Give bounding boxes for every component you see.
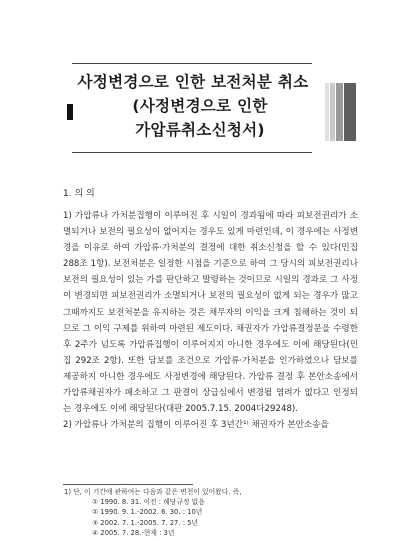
footnote-head: 1) 단, 이 기간에 관하여는 다음과 같은 변천이 있어왔다. 즉,	[64, 488, 242, 496]
footnote-item: ① 1990. 8. 31. 이전 : 해당규정 없음	[92, 498, 205, 507]
footnote-divider	[63, 484, 193, 485]
footnote-item: ④ 2005. 7. 28.-현재 : 3년	[92, 528, 175, 537]
paragraph-1: 1) 가압류나 가처분집행이 이루어진 후 시일이 경과됨에 따라 피보전권리가 소멸되거나 보전의 필요성이 없어지는 경우도 있게 마련인데, 이 경우에는 사정변경을 이유로 하여 가압류·가처분의 결정에 대한 취소신청을 할 수 있다(민집 288조 1항). 보전처분은 일정한 시점을 기준으로 하여 그 당시의 피보전권리나 보전의 필요성이 있는 가를 판단하고 발령하는 것이므로 시일의 경과로 그 사정이 변경되면 피보전권리가 소멸되거나 보전의 필요성이 없게 되는 경우가 많고 그때까지도 보전처분을 유지하는 것은 채무자의 이익을 크게 침해하는 것이 되므로 그 이익 구제를 위하여 마련된 제도이다. 채권자가 가압류결정문을 수령한 후 2주가 넘도록 가압류집행이 이루어지지 아니한 경우에도 이에 해당된다(민집 292조 2항). 또한 담보를 조건으로 가압류·가처분을 인가하였으나 담보를 제공하지 아니한 경우에도 사정변경에 해당된다. 가압류 결정 후 본안소송에서 가압류채권자가 패소하고 그 판결이 상급심에서 변경될 염려가 없다고 인정되는 경우에도 이에 해당된다(대판 2005.7.15. 2004다29248).	[63, 211, 358, 415]
title-line-1: 사정변경으로 인한 보전처분 취소	[77, 73, 309, 91]
body-text	[63, 208, 358, 433]
title-top-rule	[72, 63, 312, 64]
footnote-item: ② 1990. 9. 1.-2002. 6. 30. : 10년	[92, 508, 203, 517]
title-bottom-rule	[72, 152, 312, 153]
title-line-3: 가압류취소신청서)	[135, 121, 265, 139]
document-title	[0, 70, 400, 142]
footnotes	[64, 487, 242, 538]
paragraph-2: 2) 가압류나 가처분의 집행이 이루어진 후 3년간¹⁾ 채권자가 본안소송을	[63, 420, 329, 431]
title-line-2: (사정변경으로 인한	[132, 97, 268, 115]
section-heading: 1. 의 의	[63, 189, 95, 199]
footnote-item: ③ 2002. 7. 1.-2005. 7. 27. : 5년	[92, 518, 199, 527]
